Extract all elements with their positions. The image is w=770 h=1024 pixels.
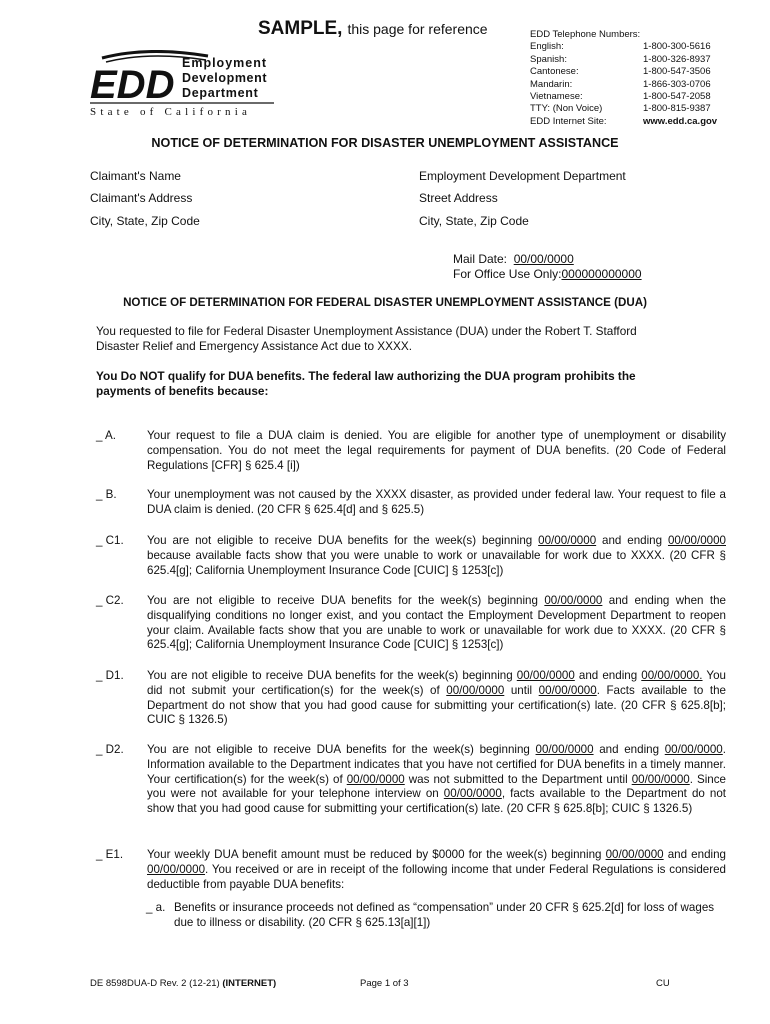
date-field: 00/00/0000: [147, 862, 206, 876]
item-label: _ A.: [96, 429, 116, 442]
reason-item-d1: [96, 669, 726, 728]
item-text: Your weekly DUA benefit amount must be reduced by $0000 for the week(s) beginning 00/00/0000 and ending 00/00/0000. You received or are in receipt of the following income that under Federal Regulations is considered deductible from payable DUA benefits:: [147, 848, 726, 891]
date-field: 00/00/0000.: [641, 669, 703, 682]
office-use-label: For Office Use Only:: [453, 267, 562, 281]
date-field: 00/00/0000: [516, 669, 575, 682]
reason-item-d2: [96, 743, 726, 817]
section-title: NOTICE OF DETERMINATION FOR FEDERAL DISASTER UNEMPLOYMENT ASSISTANCE (DUA): [123, 296, 647, 309]
logo-state: State of California: [90, 106, 252, 118]
reason-item-e1: [96, 848, 726, 892]
item-label: _ D1.: [96, 669, 124, 682]
phone-number: 1-866-303-0706: [643, 78, 711, 90]
item-label: _ C2.: [96, 594, 124, 607]
item-text: Your request to file a DUA claim is denied. You are eligible for another type of unemployment or disability compensation. You do not meet the legal requirements for payment of DUA benefits. (20 Code of Federal Regulations [CFR] § 625.4 [i]): [147, 429, 726, 472]
sample-banner: [258, 18, 488, 40]
form-code: CU: [656, 978, 670, 989]
phone-number: 1-800-547-2058: [643, 91, 711, 103]
phones-title: EDD Telephone Numbers:: [530, 29, 641, 40]
telephone-numbers: [530, 29, 720, 128]
phone-row: [530, 103, 720, 115]
intro-paragraph: You requested to file for Federal Disaster Unemployment Assistance (DUA) under the Robert T. Stafford Disaster Relief and Emergency Assistance Act due to XXXX.: [96, 324, 637, 353]
office-use-value: 000000000000: [561, 267, 642, 281]
phone-number: 1-800-547-3506: [643, 66, 711, 78]
mail-date-label: Mail Date:: [453, 252, 508, 266]
phone-label: English:: [530, 41, 564, 53]
item-text: Benefits or insurance proceeds not defined as “compensation” under 20 CFR § 625.2[d] for loss of wages due to illness or disability. (20 CFR § 625.13[a][1]): [174, 901, 715, 929]
date-field: 00/00/0000: [446, 683, 505, 697]
edd-logo-mark: EDD: [90, 63, 175, 107]
claimant-city: City, State, Zip Code: [90, 214, 200, 228]
date-field: 00/00/0000: [667, 534, 726, 547]
form-id: DE 8598DUA-D Rev. 2 (12-21): [90, 978, 220, 989]
form-number: [90, 978, 276, 989]
item-text: Your unemployment was not caused by the XXXX disaster, as provided under federal law. Your request to file a DUA claim is denied. (20 CFR § 625.4[d] and § 625.5): [147, 488, 726, 516]
date-field: 00/00/0000: [443, 787, 502, 801]
page-title: NOTICE OF DETERMINATION FOR DISASTER UNEMPLOYMENT ASSISTANCE: [151, 136, 619, 150]
phone-row: [530, 66, 720, 78]
date-field: 00/00/0000: [346, 772, 405, 786]
date-field: 00/00/0000: [538, 534, 597, 547]
reason-item-a: [96, 429, 726, 473]
phone-label: Spanish:: [530, 53, 567, 65]
claimant-name: Claimant's Name: [90, 169, 181, 183]
item-label: _ C1.: [96, 534, 124, 547]
mail-date-value: 00/00/0000: [513, 252, 574, 266]
reason-item-c2: [96, 594, 726, 653]
phone-label: Mandarin:: [530, 78, 573, 90]
item-text: You are not eligible to receive DUA benefits for the week(s) beginning 00/00/0000 and ending when the disqualifying conditions no longer exist, and you contact the Employment Development Department to reopen your claim. Available facts show that you are unable to work or unavailable for work due to XXXX. (20 CFR § 625.4[g]; California Unemployment Insurance Code [CUIC] § 1253[c]): [147, 594, 726, 652]
item-label: _ D2.: [96, 743, 124, 756]
date-field: 00/00/0000: [631, 772, 690, 786]
not-qualify-statement: You Do NOT qualify for DUA benefits. The federal law authorizing the DUA program prohibits the payments of benefits because:: [96, 369, 636, 398]
phone-label: Vietnamese:: [530, 91, 583, 103]
reason-subitem-a: [146, 901, 726, 931]
edd-website-link[interactable]: www.edd.ca.gov: [643, 115, 718, 127]
date-field: 00/00/0000: [544, 594, 603, 607]
phone-row: [530, 41, 720, 53]
page-number: Page 1 of 3: [360, 978, 409, 989]
claimant-address: Claimant's Address: [90, 191, 193, 205]
phone-row: [530, 91, 720, 103]
date-field: 00/00/0000: [605, 848, 664, 861]
logo-line-development: Development: [182, 71, 268, 85]
item-text: You are not eligible to receive DUA benefits for the week(s) beginning 00/00/0000 and ending 00/00/0000 because available facts show that you were unable to work or unavailable for work due to XXXX. (20 CFR § 625.4[g]; California Unemployment Insurance Code [CUIC] § 1253[c]): [147, 534, 726, 577]
department-city: City, State, Zip Code: [419, 214, 529, 228]
department-address: Street Address: [419, 191, 498, 205]
phone-label: Cantonese:: [530, 66, 579, 78]
logo-line-employment: Employment: [182, 56, 268, 70]
item-label: _ a.: [146, 901, 166, 914]
phone-label: EDD Internet Site:: [530, 115, 607, 127]
date-field: 00/00/0000: [535, 743, 594, 756]
item-label: _ B.: [96, 488, 117, 501]
phone-number: 1-800-326-8937: [643, 53, 711, 65]
phone-row: [530, 54, 720, 66]
date-field: 00/00/0000: [664, 743, 723, 756]
sample-label: SAMPLE,: [258, 18, 343, 39]
form-internet: (INTERNET): [222, 978, 277, 989]
phone-number: 1-800-300-5616: [643, 41, 711, 53]
phone-number: 1-800-815-9387: [643, 103, 711, 115]
phone-row: [530, 116, 720, 128]
item-label: _ E1.: [96, 848, 124, 861]
mail-date-block: [453, 252, 642, 282]
date-field: 00/00/0000: [538, 683, 597, 697]
item-text: You are not eligible to receive DUA benefits for the week(s) beginning 00/00/0000 and ending 00/00/0000. Information available to the Department indicates that you have not certified for DUA benefits in a timely manner. Your certification(s) for the week(s) of 00/00/0000 was not submitted to the Department until 00/00/0000. Since you were not available for your telephone interview on 00/00/0000, facts available to the Department do not show that you had good cause for submitting your certification(s) late. (20 CFR § 625.8[b]; CUIC § 1326.5): [147, 743, 726, 816]
phone-label: TTY: (Non Voice): [530, 103, 603, 115]
department-name: Employment Development Department: [419, 169, 626, 183]
logo-line-department: Department: [182, 86, 259, 100]
sample-note: this page for reference: [347, 21, 488, 37]
edd-logo: [88, 50, 276, 120]
reason-item-b: [96, 488, 726, 518]
reason-item-c1: [96, 534, 726, 578]
item-text: You are not eligible to receive DUA benefits for the week(s) beginning 00/00/0000 and ending 00/00/0000. You did not submit your certification(s) for the week(s) of 00/00/0000 until 00/00/0000. Facts available to the Department do not show that you had good cause for submitting your certification(s) late. (20 CFR § 625.8[b]; CUIC § 1326.5): [147, 669, 727, 727]
phone-row: [530, 79, 720, 91]
